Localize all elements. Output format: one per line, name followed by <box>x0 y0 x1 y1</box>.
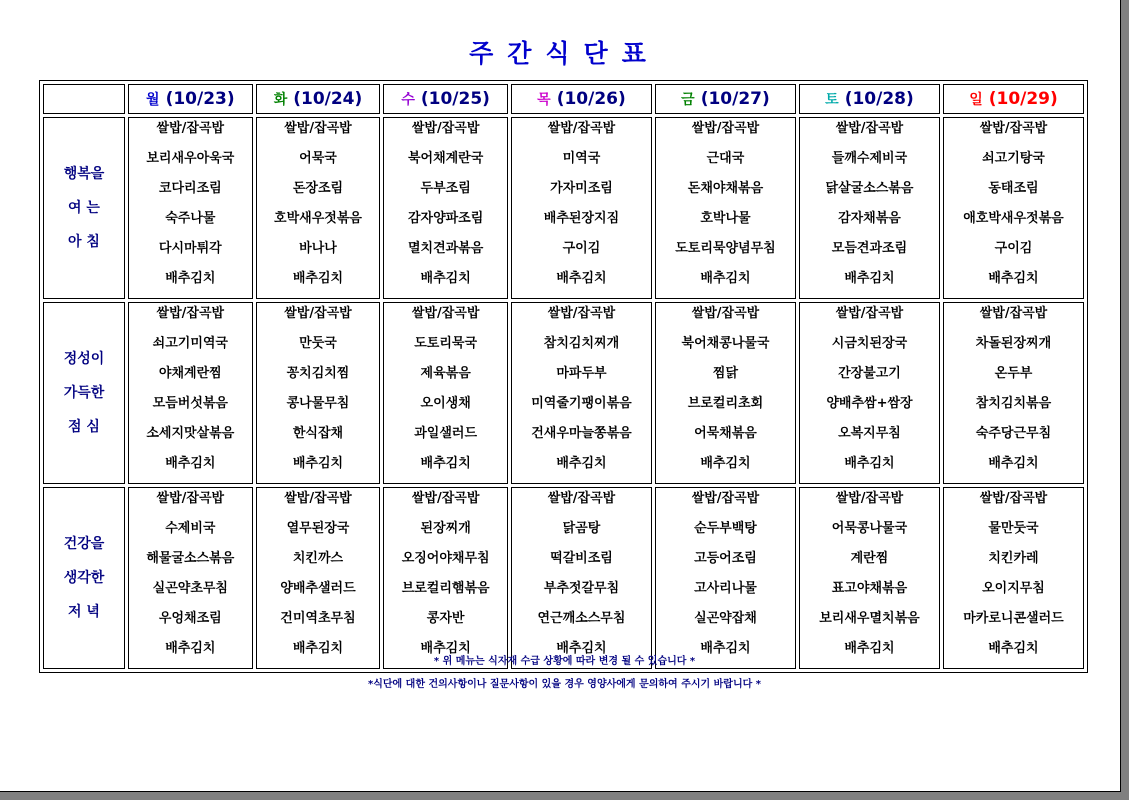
menu-item: 오복지무침 <box>838 426 901 441</box>
menu-item: 배추김치 <box>165 271 216 286</box>
weekday-icon: 수 <box>401 92 415 108</box>
menu-item: 배추김치 <box>420 271 471 286</box>
note-inquiry: *식단에 대한 건의사항이나 질문사항이 있을 경우 영양사에게 문의하여 주시기 바랍니다 * <box>367 679 762 690</box>
menu-item: 간장불고기 <box>838 366 901 381</box>
menu-item: 만둣국 <box>299 336 337 351</box>
menu-item: 꽁치김치찜 <box>286 366 350 381</box>
menu-item: 쌀밥/잡곡밥 <box>979 491 1048 506</box>
menu-item: 쌀밥/잡곡밥 <box>835 491 904 506</box>
menu-item: 동태조림 <box>988 181 1039 196</box>
menu-item: 배추김치 <box>292 271 344 286</box>
meal-name-line: 가득한 <box>63 385 105 401</box>
menu-item: 멸치견과볶음 <box>407 241 484 256</box>
menu-item: 건새우마늘쫑볶음 <box>531 426 632 441</box>
menu-item: 브로컬리초회 <box>687 396 764 411</box>
menu-item: 들깨수제비국 <box>831 151 908 166</box>
menu-item: 구이김 <box>994 241 1033 256</box>
menu-item: 호박새우젓볶음 <box>274 211 362 226</box>
page-title: 주간식단표 <box>469 39 660 68</box>
meal-name-line: 행복을 <box>63 166 105 182</box>
menu-item: 오이지무침 <box>982 581 1045 596</box>
menu-item: 닭곰탕 <box>562 521 601 536</box>
menu-item: 배추김치 <box>165 456 216 471</box>
menu-item: 치킨카레 <box>988 551 1039 566</box>
menu-item: 쌀밥/잡곡밥 <box>156 121 225 136</box>
menu-item: 고등어조림 <box>694 551 757 566</box>
menu-cell <box>256 117 381 299</box>
menu-item: 쌀밥/잡곡밥 <box>284 121 352 136</box>
menu-cell <box>511 487 652 669</box>
menu-item: 미역줄기팽이볶음 <box>531 396 632 411</box>
day-date-label: (10/27) <box>700 89 770 109</box>
menu-item: 제육볶음 <box>420 366 471 381</box>
menu-item: 애호박새우젓볶음 <box>963 211 1064 226</box>
menu-item: 숙주나물 <box>165 211 216 226</box>
menu-item: 숙주당근무침 <box>975 426 1052 441</box>
weekday-icon: 금 <box>681 92 695 108</box>
menu-item: 도토리묵양념무침 <box>675 241 776 256</box>
menu-item: 소세지맛살볶음 <box>146 426 235 441</box>
day-header <box>655 84 796 114</box>
menu-item: 모듬버섯볶음 <box>152 396 228 411</box>
weekday-icon: 목 <box>537 92 551 108</box>
menu-item: 쌀밥/잡곡밥 <box>691 121 760 136</box>
menu-item: 닭살굴소스볶음 <box>825 181 914 196</box>
menu-item: 쌀밥/잡곡밥 <box>284 306 352 321</box>
menu-item: 바나나 <box>299 241 337 256</box>
menu-cell <box>383 487 508 669</box>
menu-item: 북어채콩나물국 <box>681 336 770 351</box>
menu-item: 된장찌개 <box>420 521 471 536</box>
menu-cell <box>799 117 940 299</box>
menu-cell <box>511 117 652 299</box>
menu-item: 배추김치 <box>556 271 607 286</box>
menu-item: 한식잡채 <box>292 426 344 441</box>
menu-item: 쌀밥/잡곡밥 <box>547 306 616 321</box>
menu-item: 실곤약초무침 <box>152 581 228 596</box>
meal-name-cell <box>43 487 125 669</box>
menu-item: 쌀밥/잡곡밥 <box>547 491 616 506</box>
menu-cell <box>943 487 1084 669</box>
menu-item: 쇠고기탕국 <box>982 151 1045 166</box>
menu-item: 양배추쌈+쌈장 <box>826 396 913 411</box>
meal-name-cell <box>43 302 125 484</box>
menu-item: 배추김치 <box>165 641 216 656</box>
menu-item: 배추김치 <box>292 456 344 471</box>
menu-cell <box>511 302 652 484</box>
menu-item: 순두부백탕 <box>694 521 757 536</box>
menu-item: 쌀밥/잡곡밥 <box>411 306 480 321</box>
meal-row <box>43 302 1084 484</box>
menu-item: 마카로니콘샐러드 <box>963 611 1064 626</box>
menu-item: 콩나물무침 <box>286 396 350 411</box>
menu-item: 쌀밥/잡곡밥 <box>691 491 760 506</box>
menu-item: 열무된장국 <box>286 521 350 536</box>
corner-cell <box>43 84 125 114</box>
day-date-label: (10/24) <box>293 89 363 109</box>
menu-cell <box>256 487 381 669</box>
menu-item: 찜닭 <box>712 366 739 381</box>
meal-name-line: 정성이 <box>63 351 105 367</box>
menu-item: 쌀밥/잡곡밥 <box>547 121 616 136</box>
menu-item: 물만둣국 <box>988 521 1039 536</box>
menu-cell <box>799 302 940 484</box>
menu-item: 코다리조림 <box>158 181 222 196</box>
menu-item: 쌀밥/잡곡밥 <box>979 121 1048 136</box>
menu-item: 콩자반 <box>426 611 465 626</box>
meal-name-line: 생각한 <box>63 570 105 586</box>
menu-item: 계란찜 <box>850 551 889 566</box>
day-header <box>383 84 508 114</box>
menu-item: 표고야채볶음 <box>831 581 908 596</box>
menu-item: 감자양파조림 <box>407 211 484 226</box>
meal-name-line: 점 심 <box>68 419 100 435</box>
menu-item: 배추김치 <box>988 271 1039 286</box>
meal-row <box>43 487 1084 669</box>
menu-item: 쌀밥/잡곡밥 <box>979 306 1048 321</box>
menu-item: 배추김치 <box>556 641 607 656</box>
menu-item: 다시마튀각 <box>158 241 222 256</box>
menu-cell <box>655 487 796 669</box>
menu-cell <box>128 302 253 484</box>
day-date-label: (10/28) <box>844 89 914 109</box>
menu-item: 쌀밥/잡곡밥 <box>835 121 904 136</box>
menu-cell <box>799 487 940 669</box>
menu-item: 배추김치 <box>700 641 751 656</box>
menu-item: 브로컬리햄볶음 <box>401 581 490 596</box>
menu-cell <box>655 117 796 299</box>
menu-item: 떡갈비조림 <box>550 551 613 566</box>
menu-item: 마파두부 <box>556 366 607 381</box>
menu-item: 모듬견과조림 <box>831 241 908 256</box>
menu-item: 야채계란찜 <box>158 366 222 381</box>
menu-item: 배추김치 <box>844 641 895 656</box>
meal-name-line: 여 는 <box>68 200 100 216</box>
menu-item: 배추김치 <box>420 641 471 656</box>
menu-item: 보리새우아욱국 <box>146 151 235 166</box>
day-header <box>799 84 940 114</box>
menu-item: 호박나물 <box>700 211 751 226</box>
menu-item: 가자미조림 <box>550 181 613 196</box>
day-header <box>943 84 1084 114</box>
menu-item: 쌀밥/잡곡밥 <box>411 121 480 136</box>
menu-item: 배추김치 <box>844 271 895 286</box>
menu-item: 돈장조림 <box>292 181 344 196</box>
menu-item: 배추된장지짐 <box>543 211 620 226</box>
menu-item: 고사리나물 <box>694 581 757 596</box>
menu-cell <box>655 302 796 484</box>
menu-cell <box>383 302 508 484</box>
menu-cell <box>256 302 381 484</box>
header-row <box>43 84 1084 114</box>
menu-item: 참치김치볶음 <box>975 396 1052 411</box>
day-header <box>256 84 381 114</box>
menu-item: 연근깨소스무침 <box>537 611 626 626</box>
menu-item: 배추김치 <box>420 456 471 471</box>
menu-item: 쌀밥/잡곡밥 <box>284 491 352 506</box>
day-header <box>511 84 652 114</box>
meal-name-line: 저 녁 <box>68 604 100 620</box>
menu-item: 차돌된장찌개 <box>975 336 1052 351</box>
day-header <box>128 84 253 114</box>
menu-item: 오이생채 <box>420 396 471 411</box>
menu-item: 실곤약잡채 <box>694 611 757 626</box>
menu-cell <box>128 117 253 299</box>
menu-item: 해물굴소스볶음 <box>146 551 235 566</box>
menu-item: 우엉채조림 <box>158 611 222 626</box>
menu-item: 북어채계란국 <box>407 151 484 166</box>
menu-item: 배추김치 <box>844 456 895 471</box>
menu-item: 건미역초무침 <box>280 611 356 626</box>
day-date-label: (10/25) <box>420 89 490 109</box>
menu-item: 배추김치 <box>556 456 607 471</box>
menu-item: 미역국 <box>562 151 601 166</box>
menu-item: 쌀밥/잡곡밥 <box>156 306 225 321</box>
day-date-label: (10/26) <box>556 89 626 109</box>
menu-item: 배추김치 <box>988 641 1039 656</box>
menu-item: 어묵콩나물국 <box>831 521 908 536</box>
menu-item: 쌀밥/잡곡밥 <box>835 306 904 321</box>
menu-item: 시금치된장국 <box>831 336 908 351</box>
menu-item: 양배추샐러드 <box>280 581 356 596</box>
menu-item: 수제비국 <box>165 521 216 536</box>
meal-row <box>43 117 1084 299</box>
menu-item: 배추김치 <box>292 641 344 656</box>
menu-item: 온두부 <box>994 366 1033 381</box>
meal-name-line: 건강을 <box>63 536 105 552</box>
menu-item: 참치김치찌개 <box>543 336 620 351</box>
menu-item: 쌀밥/잡곡밥 <box>691 306 760 321</box>
menu-item: 두부조림 <box>420 181 471 196</box>
weekday-icon: 토 <box>825 92 839 108</box>
menu-item: 과일샐러드 <box>414 426 478 441</box>
day-date-label: (10/23) <box>165 89 235 109</box>
day-date-label: (10/29) <box>988 89 1058 109</box>
menu-item: 쌀밥/잡곡밥 <box>411 491 480 506</box>
meal-name-line: 아 침 <box>68 234 100 250</box>
menu-item: 쌀밥/잡곡밥 <box>156 491 225 506</box>
menu-cell <box>128 487 253 669</box>
menu-item: 부추젓갈무침 <box>543 581 620 596</box>
menu-item: 돈채야채볶음 <box>687 181 764 196</box>
menu-cell <box>383 117 508 299</box>
menu-item: 배추김치 <box>988 456 1039 471</box>
menu-item: 치킨까스 <box>292 551 344 566</box>
menu-item: 어묵채볶음 <box>694 426 757 441</box>
menu-cell <box>943 117 1084 299</box>
menu-item: 근대국 <box>706 151 745 166</box>
meal-name-cell <box>43 117 125 299</box>
menu-item: 배추김치 <box>700 271 751 286</box>
menu-cell <box>943 302 1084 484</box>
menu-item: 도토리묵국 <box>414 336 478 351</box>
menu-item: 오징어야채무침 <box>401 551 490 566</box>
note-change: * 위 메뉴는 식자재 수급 상황에 따라 변경 될 수 있습니다 * <box>433 656 696 667</box>
menu-item: 배추김치 <box>700 456 751 471</box>
menu-item: 어묵국 <box>299 151 337 166</box>
weekday-icon: 월 <box>146 92 160 108</box>
weekday-icon: 일 <box>969 92 983 108</box>
weekly-menu-table <box>39 80 1088 673</box>
menu-item: 보리새우멸치볶음 <box>819 611 920 626</box>
menu-item: 쇠고기미역국 <box>152 336 228 351</box>
menu-item: 구이김 <box>562 241 601 256</box>
menu-item: 감자채볶음 <box>838 211 901 226</box>
weekday-icon: 화 <box>273 92 288 108</box>
